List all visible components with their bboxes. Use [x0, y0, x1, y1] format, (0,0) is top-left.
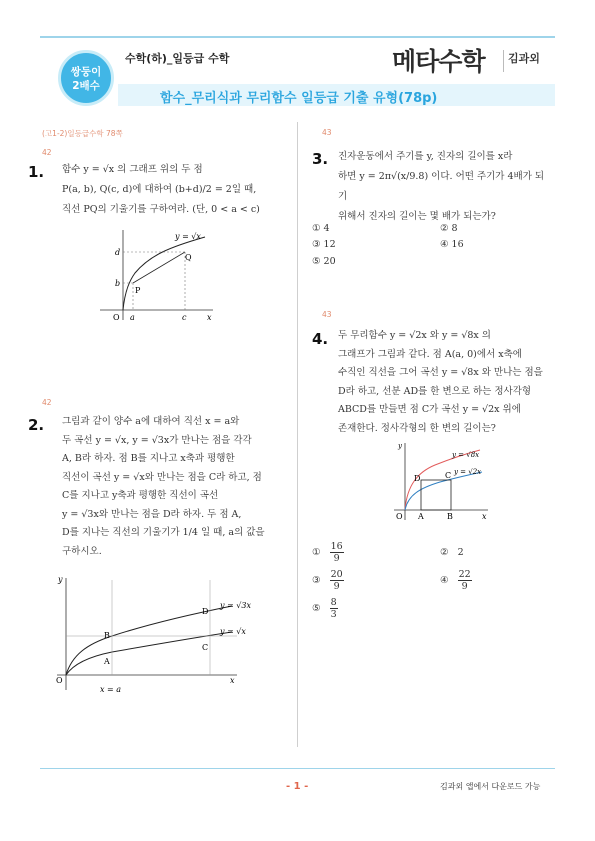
numerator: 20 — [330, 569, 343, 580]
badge-line1: 쌍둥이 — [70, 66, 102, 78]
page-title: 함수_무리식과 무리함수 일등급 기출 유형(78p) — [160, 91, 438, 106]
q2-line: A, B라 하자. 점 B를 지나고 x축과 평행한 — [62, 453, 235, 464]
q2-line: C를 지나고 y축과 평행한 직선이 곡선 — [62, 490, 219, 501]
choice-mark: ③ — [312, 575, 321, 586]
q3-line: 위해서 진자의 길이는 몇 배가 되는가? — [338, 211, 496, 222]
numerator: 16 — [330, 541, 343, 552]
label-x: x — [482, 512, 487, 521]
label-a: a — [130, 313, 135, 322]
label-B: B — [447, 512, 453, 521]
subject-label: 수학(하)_일등급 수학 — [125, 52, 230, 65]
label-C: C — [202, 643, 209, 652]
q4-choice-1[interactable] — [312, 541, 344, 564]
q1-number: 1. — [28, 163, 45, 181]
q2-line: 그림과 같이 양수 a에 대하여 직선 x = a와 — [62, 416, 240, 427]
square-abcd — [421, 480, 451, 510]
label-x: x — [207, 313, 212, 322]
choice-mark: ② — [440, 547, 449, 558]
choice-mark: ④ — [440, 575, 449, 586]
label-D: D — [414, 474, 421, 483]
footer-note: 김과외 앱에서 다운로드 가능 — [440, 782, 541, 791]
q2-graph — [52, 570, 277, 700]
numerator: 8 — [330, 597, 337, 608]
label-D: D — [202, 607, 209, 616]
q2-number: 2. — [28, 416, 45, 434]
choice-value: 2 — [457, 547, 464, 558]
sqrt-curve — [123, 237, 205, 310]
label-B: B — [104, 631, 110, 640]
fraction — [458, 569, 472, 592]
curve-sqrt3x — [66, 606, 232, 675]
numerator: 22 — [458, 569, 471, 580]
label-P: P — [135, 286, 141, 295]
q4-line: 존재한다. 정사각형의 한 변의 길이는? — [338, 422, 496, 434]
q1-line: 함수 y = √x 의 그래프 위의 두 점 — [62, 164, 203, 175]
fraction — [330, 569, 344, 592]
footer-rule — [40, 768, 555, 769]
label-O: O — [113, 313, 120, 322]
q4-line: ABCD를 만들면 점 C가 곡선 y = √2x 위에 — [338, 404, 521, 415]
q4-line: 수직인 직선을 그어 곡선 y = √8x 와 만나는 점을 — [338, 367, 543, 378]
curve2-label: y = √2x — [454, 468, 482, 476]
q4-number: 4. — [312, 330, 329, 348]
q3-choice-5[interactable]: ⑤ 20 — [312, 256, 336, 267]
q1-line: 직선 PQ의 기울기를 구하여라. (단, 0 < a < c) — [62, 204, 260, 215]
label-x-eq-a: x = a — [100, 685, 122, 694]
q2-line: 두 곡선 y = √x, y = √3x가 만나는 점을 각각 — [62, 434, 252, 446]
denominator: 3 — [330, 609, 337, 620]
choice-mark: ⑤ — [312, 603, 321, 614]
curve1-label: y = √8x — [452, 451, 480, 459]
brand-sub-logo: 김과외 — [508, 52, 540, 65]
curve-label: y = √x — [175, 232, 201, 241]
label-Q: Q — [185, 253, 192, 262]
q3-choice-1[interactable]: ① 4 — [312, 223, 330, 234]
page-number: - 1 - — [286, 781, 309, 792]
twin-badge — [58, 50, 114, 106]
q4-line: 그래프가 그림과 같다. 점 A(a, 0)에서 x축에 — [338, 348, 522, 360]
fraction — [330, 597, 338, 620]
q1-graph — [95, 225, 220, 325]
curve-sqrtx — [66, 632, 232, 675]
label-b: b — [115, 279, 121, 288]
column-divider — [297, 122, 298, 747]
denominator: 9 — [333, 553, 340, 564]
label-d: d — [115, 248, 121, 257]
label-A: A — [104, 657, 110, 666]
q3-line: 하면 y = 2π√(x/9.8) 이다. 어떤 주기가 4배가 되기 — [338, 171, 545, 202]
label-O: O — [56, 676, 63, 685]
q2-line: D를 지나는 직선의 기울기가 1/4 일 때, a의 값을 — [62, 527, 265, 538]
q4-choice-3[interactable] — [312, 569, 344, 592]
label-y: y — [58, 575, 63, 584]
label-c: c — [182, 313, 187, 322]
source-note: (고1-2)일등급수학 78쪽 — [42, 129, 123, 138]
q3-choice-3[interactable]: ③ 12 — [312, 239, 336, 250]
q2-line: y = √3x와 만나는 점을 D라 하자. 두 점 A, — [62, 508, 242, 520]
denominator: 9 — [333, 581, 340, 592]
brand-divider — [503, 50, 504, 72]
label-x: x — [230, 676, 235, 685]
q4-choice-5[interactable] — [312, 597, 338, 620]
q3-line: 진자운동에서 주기를 y, 진자의 길이를 x라 — [338, 151, 513, 162]
curve1-label: y = √3x — [220, 601, 252, 610]
label-O: O — [396, 512, 403, 521]
q4-choice-2[interactable] — [440, 547, 464, 558]
q3-choice-4[interactable]: ④ 16 — [440, 239, 464, 250]
q4-line: 두 무리함수 y = √2x 와 y = √8x 의 — [338, 330, 491, 341]
fraction — [330, 541, 344, 564]
choice-mark: ① — [312, 547, 321, 558]
q4-graph — [390, 440, 500, 525]
q3-number: 3. — [312, 150, 329, 168]
q3-ref: 43 — [322, 128, 332, 137]
q1-text — [62, 160, 287, 220]
q4-line: D라 하고, 선분 AD를 한 변으로 하는 정사각형 — [338, 385, 532, 397]
q2-text — [62, 413, 292, 561]
badge-line2: 2배수 — [72, 80, 100, 92]
q1-line: P(a, b), Q(c, d)에 대하여 (b+d)/2 = 2일 때, — [62, 184, 257, 195]
label-y: y — [398, 442, 402, 450]
label-A: A — [418, 512, 424, 521]
q3-text — [338, 147, 553, 227]
q1-ref: 42 — [42, 148, 52, 157]
q4-ref: 43 — [322, 310, 332, 319]
q4-text — [338, 327, 556, 438]
curve2-label: y = √x — [220, 627, 246, 636]
q2-ref: 42 — [42, 398, 52, 407]
denominator: 9 — [461, 581, 468, 592]
q2-line: 구하시오. — [62, 545, 102, 557]
brand-logo: 메타수학 — [392, 47, 485, 76]
header-rule — [40, 36, 555, 38]
q2-line: 직선이 곡선 y = √x와 만나는 점을 C라 하고, 점 — [62, 471, 262, 483]
q4-choice-4[interactable] — [440, 569, 472, 592]
q3-choice-2[interactable]: ② 8 — [440, 223, 458, 234]
label-C: C — [445, 471, 452, 480]
